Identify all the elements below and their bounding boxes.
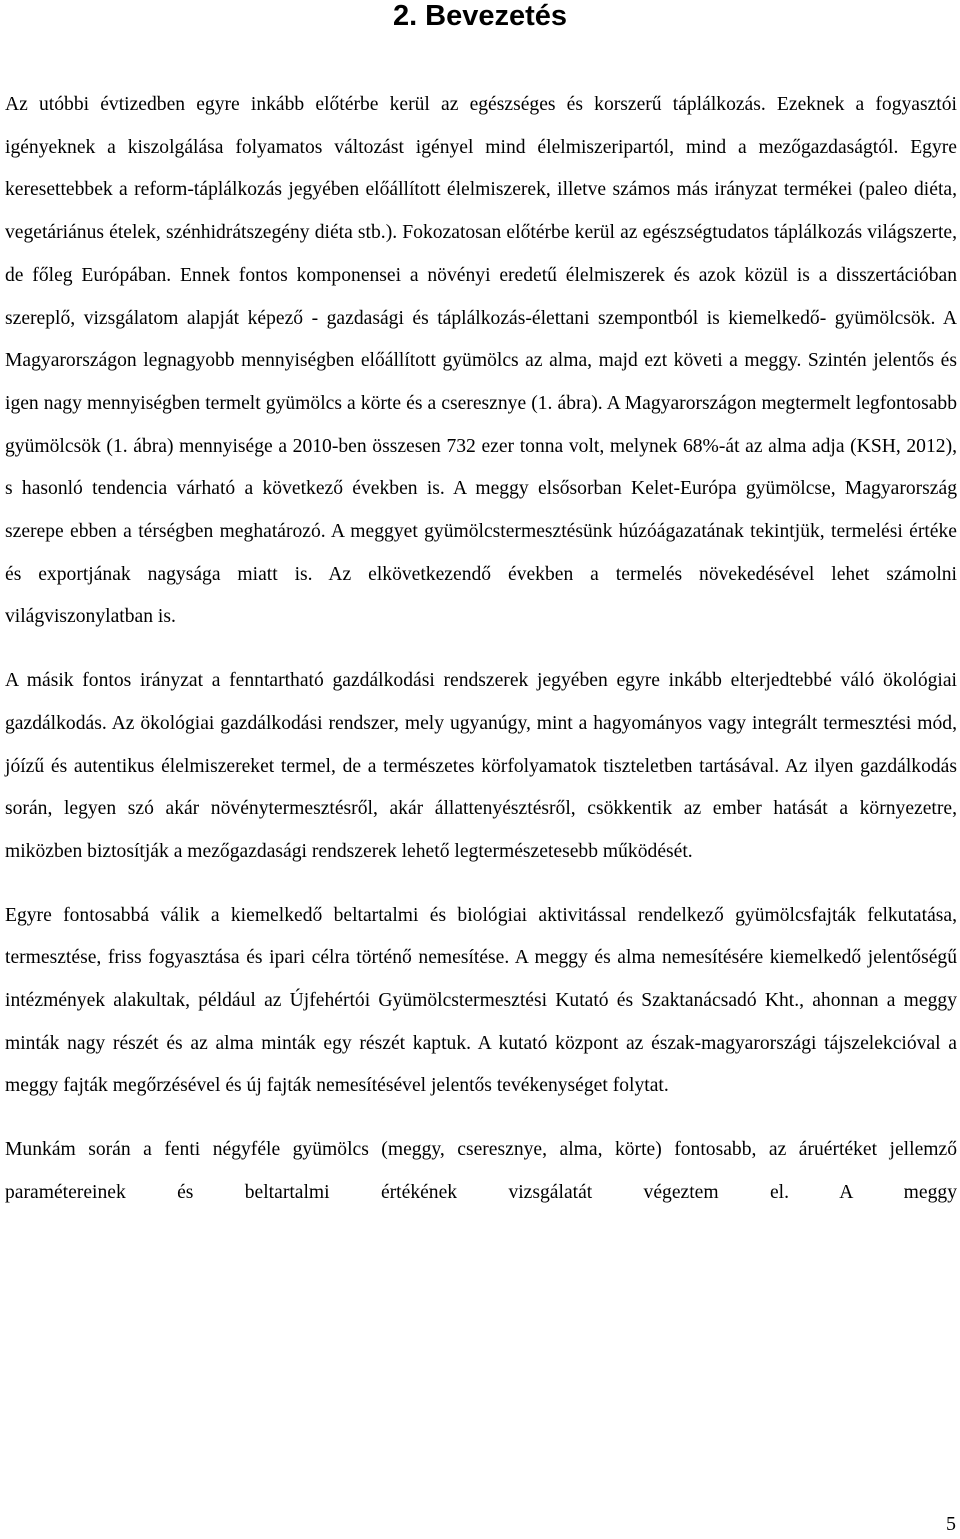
paragraph-organic-farming: A másik fontos irányzat a fenntartható gazdálkodási rendszerek jegyében egyre inkább elterjedtebbé váló ökológiai gazdálkodás. Az ökológiai gazdálkodási rendszer, mely ugyanúgy, mint a hagyományos vagy integrált termesztési mód, jóízű és autentikus élelmiszereket termel, de a természetes körfolyamatok tiszteletben tartásával. Az ilyen gazdálkodás során, legyen szó akár növénytermesztésről, akár állattenyésztésről, csökkentik az ember hatását a környezetre, miközben biztosítják a mezőgazdasági rendszerek lehető legtermészetesebb működését. (5, 670, 957, 862)
paragraph-breeding: Egyre fontosabbá válik a kiemelkedő beltartalmi és biológiai aktivitással rendelkező gyümölcsfajták felkutatása, termesztése, friss fogyasztása és ipari célra történő nemesítése. A meggy és alma nemesítésére kiemelkedő jelentőségű intézmények alakultak, például az Újfehértói Gyümölcstermesztési Kutató és Szaktanácsadó Kht., ahonnan a meggy minták nagy részét és az alma minták egy részét kaptuk. A kutató központ az észak-magyarországi tájszelekcióval a meggy fajták megőrzésével és új fajták nemesítésével jelentős tevékenységet folytat. (5, 904, 957, 1097)
paragraph-intro: Az utóbbi évtizedben egyre inkább előtérbe kerül az egészséges és korszerű táplálkozás. Ezeknek a fogyasztói igényeknek a kiszolgálása folyamatos változást igényel mind élelmiszeripartól, mind a mezőgazdaságtól. Egyre keresettebbek a reform-táplálkozás jegyében előállított élelmiszerek, illetve számos más irányzat termékei (paleo diéta, vegetáriánus ételek, szénhidrátszegény diéta stb.). Fokozatosan előtérbe kerül az egészségtudatos táplálkozás világszerte, de főleg Európában. Ennek fontos komponensei a növényi eredetű élelmiszerek és azok közül is a disszertációban szereplő, vizsgálatom alapját képező - gazdasági és táplálkozás-élettani szempontból is kiemelkedő- gyümölcsök. A Magyarországon legnagyobb mennyiségben előállított gyümölcs az alma, majd ezt követi a meggy. Szintén jelentős és igen nagy mennyiségben termelt gyümölcs a körte és a cseresznye (1. ábra). A Magyarországon megtermelt legfontosabb gyümölcsök (1. ábra) mennyisége a 2010-ben összesen 732 ezer tonna volt, melynek 68%-át az alma adja (KSH, 2012), s hasonló tendencia várható a következő években is. A meggy elsősorban Kelet-Európa gyümölcse, Magyarország szerepe ebben a térségben meghatározó. A meggyet gyümölcstermesztésünk húzóágazatának tekintjük, termelési értéke és exportjának nagysága miatt is. Az elkövetkezendő években a termelés növekedésével lehet számolni világviszonylatban is. (5, 94, 957, 628)
page-title: 2. Bevezetés (392, 0, 568, 32)
page-number: 5 (946, 1513, 956, 1535)
body-text (5, 84, 957, 1236)
paragraph-my-work: Munkám során a fenti négyféle gyümölcs (meggy, cseresznye, alma, körte) fontosabb, az áruértéket jellemző paramétereinek és beltartalmi értékének vizsgálatát végeztem el. A meggy (5, 1139, 957, 1203)
